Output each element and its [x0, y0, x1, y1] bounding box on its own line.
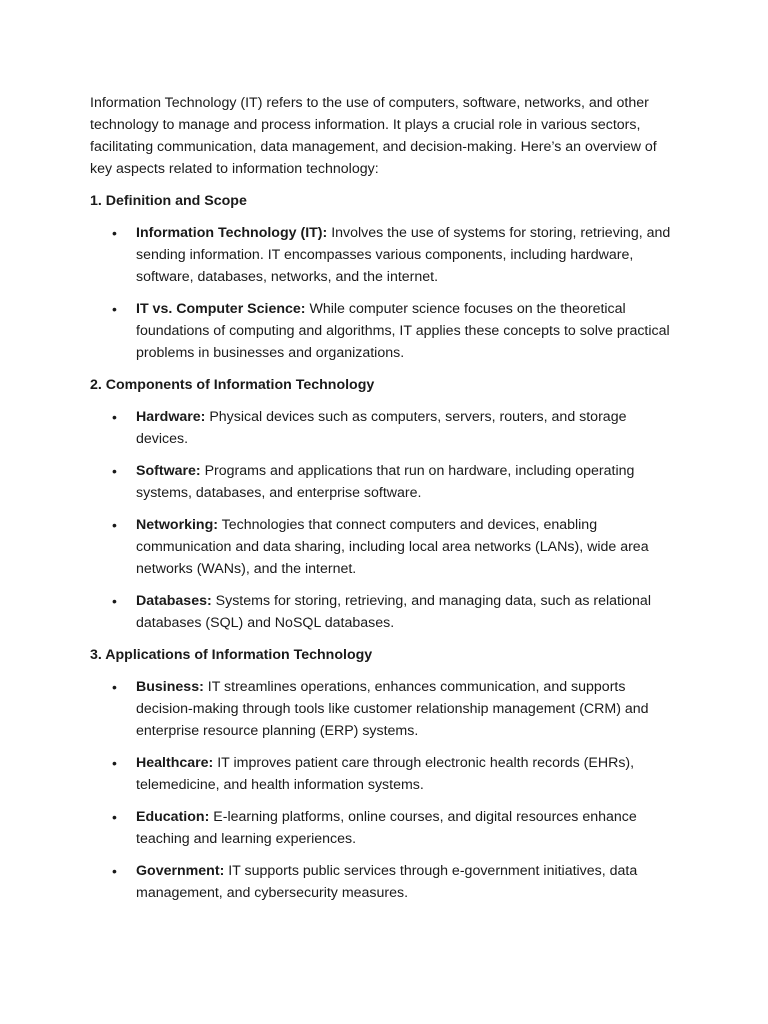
bullet-icon: • [112, 225, 117, 241]
list-item [90, 590, 680, 634]
definition-scope-list [90, 222, 680, 364]
list-item [90, 222, 680, 288]
list-item [90, 806, 680, 850]
list-item [90, 752, 680, 796]
item-term: Software: [136, 463, 201, 479]
item-term: Networking: [136, 517, 218, 533]
list-item [90, 406, 680, 450]
list-item [90, 514, 680, 580]
item-term: Hardware: [136, 409, 206, 425]
bullet-icon: • [112, 593, 117, 609]
intro-paragraph: Information Technology (IT) refers to the use of computers, software, networks, and other technology to manage and process information. It plays a crucial role in various sectors, facilitating communication, data management, and decision-making. Here’s an overview of key aspects related to information technology: [90, 95, 657, 177]
list-item [90, 676, 680, 742]
bullet-icon: • [112, 755, 117, 771]
item-text: Physical devices such as computers, servers, routers, and storage devices. [136, 409, 627, 447]
components-list [90, 406, 680, 634]
section-heading-components: 2. Components of Information Technology [90, 377, 375, 393]
item-term: Databases: [136, 593, 212, 609]
item-term: Government: [136, 863, 225, 879]
item-text: IT supports public services through e-government initiatives, data management, and cybersecurity measures. [136, 863, 638, 901]
item-term: Information Technology (IT): [136, 225, 328, 241]
item-term: Education: [136, 809, 210, 825]
list-item [90, 460, 680, 504]
item-text: Programs and applications that run on hardware, including operating systems, databases, and enterprise software. [136, 463, 635, 501]
bullet-icon: • [112, 809, 117, 825]
bullet-icon: • [112, 409, 117, 425]
item-text: IT improves patient care through electronic health records (EHRs), telemedicine, and health information systems. [136, 755, 635, 793]
item-term: Business: [136, 679, 204, 695]
bullet-icon: • [112, 863, 117, 879]
applications-list [90, 676, 680, 904]
item-text: While computer science focuses on the theoretical foundations of computing and algorithms, IT applies these concepts to solve practical problems in businesses and organizations. [136, 301, 670, 361]
bullet-icon: • [112, 301, 117, 317]
bullet-icon: • [112, 463, 117, 479]
item-text: Technologies that connect computers and devices, enabling communication and data sharing, including local area networks (LANs), wide area networks (WANs), and the internet. [136, 517, 649, 577]
item-text: E-learning platforms, online courses, and digital resources enhance teaching and learning experiences. [136, 809, 637, 847]
bullet-icon: • [112, 517, 117, 533]
document-page [90, 92, 680, 914]
item-text: Systems for storing, retrieving, and managing data, such as relational databases (SQL) and NoSQL databases. [136, 593, 651, 631]
list-item [90, 298, 680, 364]
section-heading-definition-scope: 1. Definition and Scope [90, 193, 247, 209]
item-term: IT vs. Computer Science: [136, 301, 306, 317]
item-term: Healthcare: [136, 755, 214, 771]
list-item [90, 860, 680, 904]
item-text: Involves the use of systems for storing, retrieving, and sending information. IT encompasses various components, including hardware, software, databases, networks, and the internet. [136, 225, 671, 285]
section-heading-applications: 3. Applications of Information Technology [90, 647, 373, 663]
bullet-icon: • [112, 679, 117, 695]
item-text: IT streamlines operations, enhances communication, and supports decision-making through tools like customer relationship management (CRM) and enterprise resource planning (ERP) systems. [136, 679, 649, 739]
